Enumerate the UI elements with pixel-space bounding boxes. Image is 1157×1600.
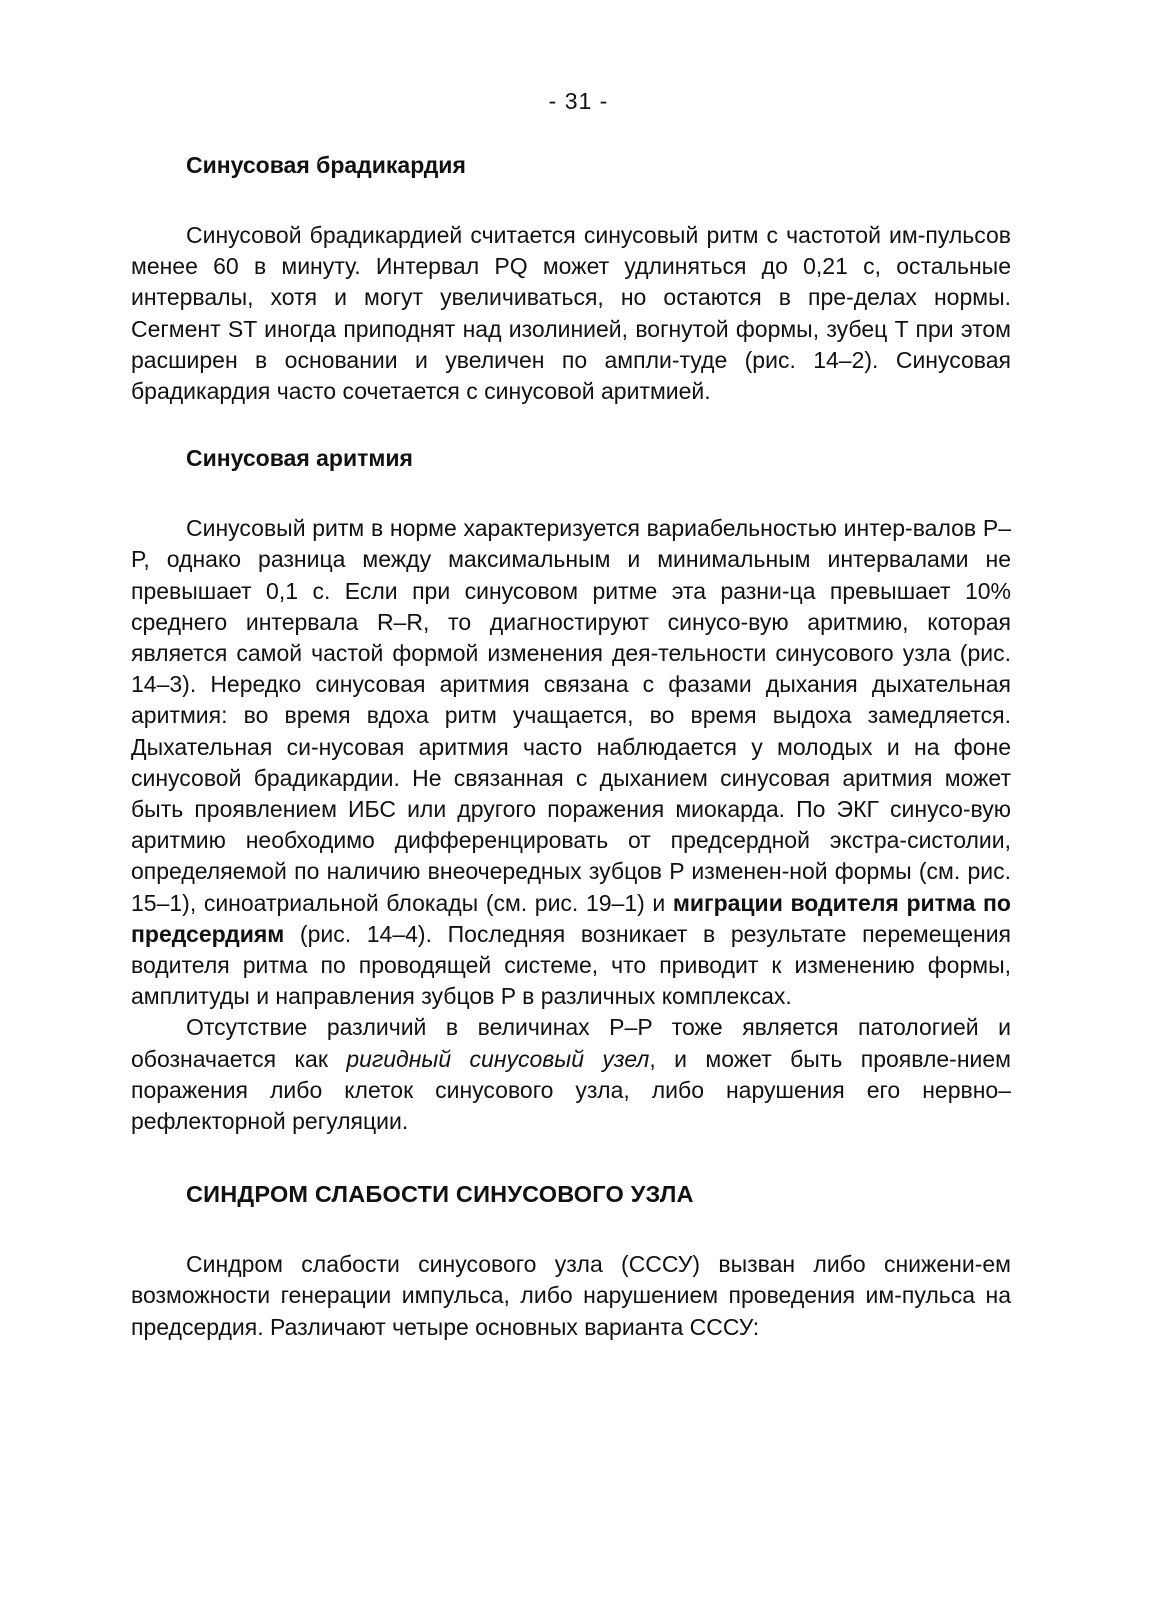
- section-heading-sinus-bradycardia: Синусовая брадикардия: [186, 152, 466, 178]
- paragraph-sinus-bradycardia: Синусовой брадикардией считается синусовый ритм с частотой им-пульсов менее 60 в минуту. Интервал PQ может удлиняться до 0,21 с, остальные интервалы, хотя и могут увеличиваться, но остаются в пре-делах нормы. Сегмент ST иногда приподнят над изолинией, вогнутой формы, зубец T при этом расширен в основании и увеличен по ампли-туде (рис. 14–2). Синусовая брадикардия часто сочетается с синусовой аритмией.: [131, 222, 1011, 405]
- page-number: - 31 -: [548, 88, 609, 114]
- paragraph-text: Отсутствие различий в величинах P–P тоже является патологией и обозначается как: [131, 1014, 1011, 1072]
- section-heading-sinus-arrhythmia: Синусовая аритмия: [186, 445, 413, 472]
- bold-term-pacemaker-migration: миграции водителя ритма по предсердиям: [131, 889, 1011, 947]
- paragraph-sinus-arrhythmia-2: [131, 1012, 1011, 1137]
- page-content: [131, 150, 1011, 1343]
- paragraph-text-tail: , и может быть проявле-нием поражения либо клеток синусового узла, либо нарушения его нервно–рефлекторной регуляции.: [131, 1045, 1011, 1135]
- paragraph-text-tail: (рис. 14–4). Последняя возникает в результате перемещения водителя ритма по проводящей системе, что приводит к изменению формы, амплитуды и направления зубцов P в различных комплексах.: [131, 920, 1011, 1010]
- paragraph-sinus-arrhythmia-1: [131, 513, 1011, 1012]
- section-heading-sick-sinus-syndrome: СИНДРОМ СЛАБОСТИ СИНУСОВОГО УЗЛА: [186, 1181, 694, 1208]
- paragraph-sick-sinus-syndrome: Синдром слабости синусового узла (СССУ) вызван либо снижени-ем возможности генерации импульса, либо нарушением проведения им-пульса на предсердия. Различают четыре основных варианта СССУ:: [131, 1251, 1011, 1340]
- italic-term-rigid-sinus-node: ригидный синусовый узел: [346, 1045, 650, 1072]
- paragraph-text: Синусовый ритм в норме характеризуется вариабельностью интер-валов P–P, однако разница между максимальным и минимальным интервалами не превышает 0,1 с. Если при синусовом ритме эта разни-ца превышает 10% среднего интервала R–R, то диагностируют синусо-вую аритмию, которая является самой частой формой изменения дея-тельности синусового узла (рис. 14–3). Нередко синусовая аритмия связана с фазами дыхания дыхательная аритмия: во время вдоха ритм учащается, во время выдоха замедляется. Дыхательная си-нусовая аритмия часто наблюдается у молодых и на фоне синусовой брадикардии. Не связанная с дыханием синусовая аритмия может быть проявлением ИБС или другого поражения миокарда. По ЭКГ синусо-вую аритмию необходимо дифференцировать от предсердной экстра-систолии, определяемой по наличию внеочередных зубцов P изменен-ной формы (см. рис. 15–1), синоатриальной блокады (см. рис. 19–1) и: [131, 515, 1011, 916]
